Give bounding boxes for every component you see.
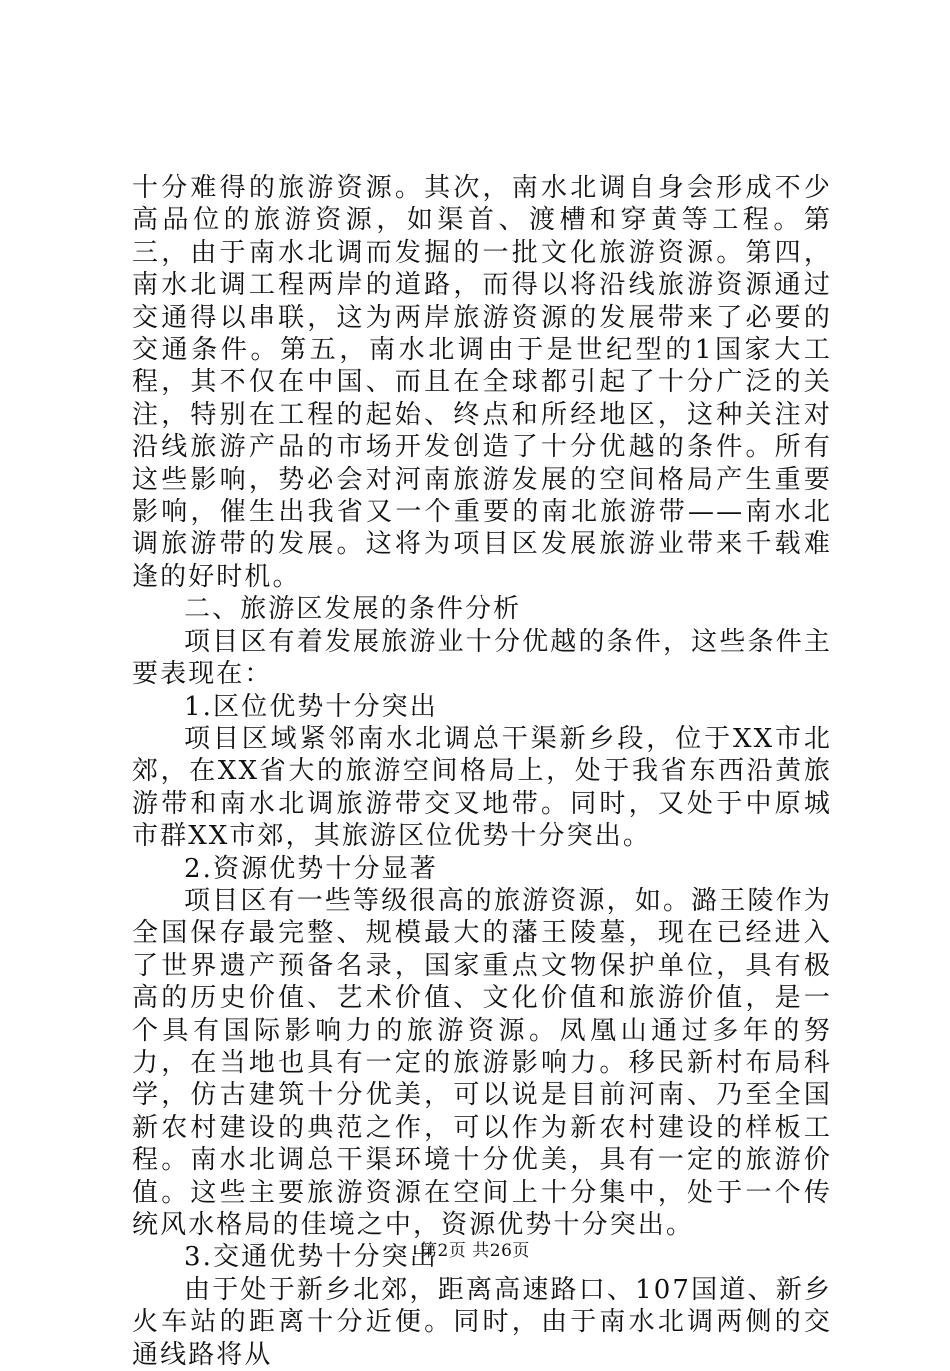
page-footer: 第2页 共26页 xyxy=(420,1241,530,1261)
paragraph-continued: 十分难得的旅游资源。其次，南水北调自身会形成不少高品位的旅游资源，如渠首、渡槽和穿黄等工程。第三，由于南水北调而发掘的一批文化旅游资源。第四，南水北调工程两岸的道路，而得以将沿线旅游资源通过交通得以串联，这为两岸旅游资源的发展带来了必要的交通条件。第五，南水北调由于是世纪型的1国家大工程，其不仅在中国、而且在全球都引起了十分广泛的关注，特别在工程的起始、终点和所经地区，这种关注对沿线旅游产品的市场开发创造了十分优越的条件。所有这些影响，势必会对河南旅游发展的空间格局产生重要影响，催生出我省又一个重要的南北旅游带——南水北调旅游带的发展。这将为项目区发展旅游业带来千载难逢的好时机。 xyxy=(132,173,832,592)
paragraph: 项目区有一些等级很高的旅游资源，如。潞王陵作为全国保存最完整、规模最大的藩王陵墓，现在已经进入了世界遗产预备名录，国家重点文物保护单位，具有极高的历史价值、艺术价值、文化价值和旅游价值，是一个具有国际影响力的旅游资源。凤凰山通过多年的努力，在当地也具有一定的旅游影响力。移民新村布局科学，仿古建筑十分优美，可以说是目前河南、乃至全国新农村建设的典范之作，可以作为新农村建设的样板工程。南水北调总干渠环境十分优美，具有一定的旅游价值。这些主要旅游资源在空间上十分集中，处于一个传统风水格局的佳境之中，资源优势十分突出。 xyxy=(132,885,832,1240)
paragraph: 由于处于新乡北郊，距离高速路口、107国道、新乡火车站的距离十分近便。同时，由于南水北调两侧的交通线路将从 xyxy=(132,1274,832,1370)
subsection-heading: 2.资源优势十分显著 xyxy=(184,853,438,884)
subsection-heading: 1.区位优势十分突出 xyxy=(184,691,438,722)
subsection-heading: 3.交通优势十分突出 xyxy=(184,1242,438,1273)
document-body xyxy=(132,172,832,1371)
paragraph: 项目区域紧邻南水北调总干渠新乡段，位于XX市北郊，在XX省大的旅游空间格局上，处于我省东西沿黄旅游带和南水北调旅游带交叉地带。同时，又处于中原城市群XX市郊，其旅游区位优势十分突出。 xyxy=(132,723,832,852)
section-heading: 二、旅游区发展的条件分析 xyxy=(184,594,522,625)
paragraph: 项目区有着发展旅游业十分优越的条件，这些条件主要表现在： xyxy=(132,626,832,690)
